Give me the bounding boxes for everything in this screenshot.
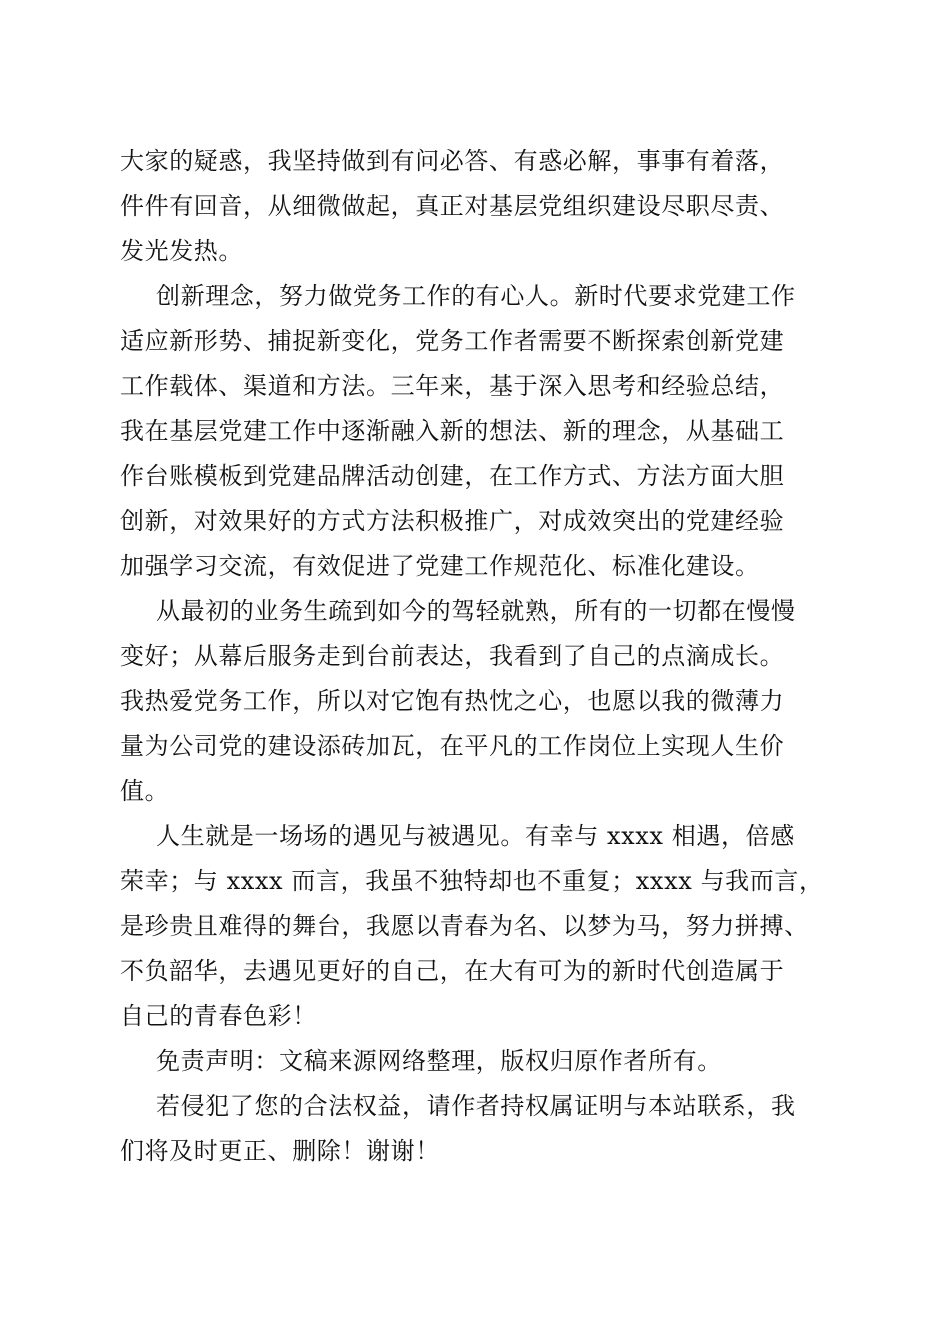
text-line: 值。 [120, 777, 170, 805]
text-line: 量为公司党的建设添砖加瓦，在平凡的工作岗位上实现人生价 [120, 732, 785, 760]
text-line: 创新理念，努力做党务工作的有心人。新时代要求党建工作 [156, 282, 796, 310]
text-line: 若侵犯了您的合法权益，请作者持权属证明与本站联系，我 [156, 1092, 796, 1120]
text-line: 发光发热。 [120, 237, 243, 265]
text-line: 作台账模板到党建品牌活动创建，在工作方式、方法方面大胆 [120, 462, 785, 490]
text-line: 我在基层党建工作中逐渐融入新的想法、新的理念，从基础工 [120, 417, 785, 445]
text-line: 件件有回音，从细微做起，真正对基层党组织建设尽职尽责、 [120, 192, 785, 220]
text-line: 不负韶华，去遇见更好的自己，在大有可为的新时代创造属于 [120, 957, 785, 985]
text-line: 免责声明：文稿来源网络整理，版权归原作者所有。 [156, 1047, 722, 1075]
text-line: 人生就是一场场的遇见与被遇见。有幸与 xxxx 相遇，倍感 [156, 822, 795, 850]
text-line: 们将及时更正、删除！谢谢！ [120, 1137, 440, 1165]
text-line: 创新，对效果好的方式方法积极推广，对成效突出的党建经验 [120, 507, 785, 535]
text-line: 荣幸；与 xxxx 而言，我虽不独特却也不重复；xxxx 与我而言， [120, 867, 824, 895]
text-line: 从最初的业务生疏到如今的驾轻就熟，所有的一切都在慢慢 [156, 597, 796, 625]
text-line: 适应新形势、捕捉新变化，党务工作者需要不断探索创新党建 [120, 327, 785, 355]
text-line: 变好；从幕后服务走到台前表达，我看到了自己的点滴成长。 [120, 642, 785, 670]
text-line: 是珍贵且难得的舞台，我愿以青春为名、以梦为马，努力拼搏、 [120, 912, 809, 940]
text-line: 加强学习交流，有效促进了党建工作规范化、标准化建设。 [120, 552, 760, 580]
document-body [120, 139, 840, 1174]
text-line: 工作载体、渠道和方法。三年来，基于深入思考和经验总结， [120, 372, 785, 400]
text-line: 我热爱党务工作，所以对它饱有热忱之心，也愿以我的微薄力 [120, 687, 785, 715]
text-line: 大家的疑惑，我坚持做到有问必答、有惑必解，事事有着落， [120, 147, 785, 175]
text-line: 自己的青春色彩！ [120, 1002, 317, 1030]
